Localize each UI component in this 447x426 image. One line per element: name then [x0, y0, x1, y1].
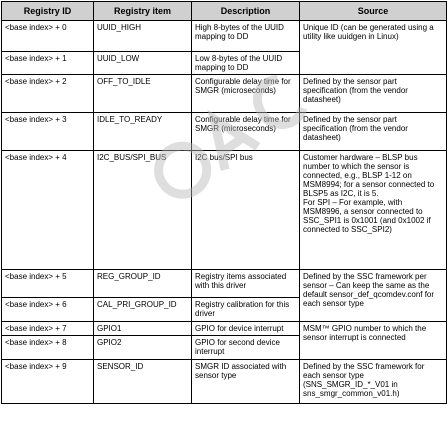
cell-source: Defined by the SSC framework for each sensor type (SNS_SMGR_ID_*_V01 in sns_smgr_common_v01.h)	[300, 360, 447, 404]
cell-registry-item: SENSOR_ID	[94, 360, 192, 404]
cell-source: Unique ID (can be generated using a utility like uuidgen in Linux)	[300, 21, 447, 75]
cell-description: Low 8-bytes of the UUID mapping to DD	[192, 52, 300, 75]
registry-table-container	[1, 1, 446, 422]
table-row	[2, 270, 447, 298]
header-registry-id: Registry ID	[2, 2, 94, 21]
cell-registry-item: UUID_LOW	[94, 52, 192, 75]
cell-registry-item: OFF_TO_IDLE	[94, 75, 192, 113]
cell-registry-id: <base index> + 3	[2, 113, 94, 151]
cell-registry-item: IDLE_TO_READY	[94, 113, 192, 151]
table-row	[2, 75, 447, 113]
cell-description: High 8-bytes of the UUID mapping to DD	[192, 21, 300, 52]
cell-description: GPIO for second device interrupt	[192, 336, 300, 360]
cell-description: I2C bus/SPI bus	[192, 151, 300, 270]
cell-registry-id: <base index> + 2	[2, 75, 94, 113]
table-row	[2, 151, 447, 270]
cell-description: Registry items associated with this driver	[192, 270, 300, 298]
cell-description: SMGR ID associated with sensor type	[192, 360, 300, 404]
cell-registry-item: GPIO2	[94, 336, 192, 360]
cell-registry-id: <base index> + 9	[2, 360, 94, 404]
cell-registry-id: <base index> + 5	[2, 270, 94, 298]
table-row	[2, 113, 447, 151]
header-row	[2, 2, 447, 21]
cell-description: Configurable delay time for SMGR (microseconds)	[192, 75, 300, 113]
cell-registry-id: <base index> + 8	[2, 336, 94, 360]
cell-registry-item: REG_GROUP_ID	[94, 270, 192, 298]
cell-registry-id: <base index> + 7	[2, 322, 94, 336]
cell-registry-id: <base index> + 4	[2, 151, 94, 270]
registry-table	[1, 1, 447, 404]
table-row	[2, 21, 447, 52]
header-source: Source	[300, 2, 447, 21]
cell-registry-item: UUID_HIGH	[94, 21, 192, 52]
cell-source: Defined by the sensor part specification (from the vendor datasheet)	[300, 75, 447, 113]
cell-registry-item: I2C_BUS/SPI_BUS	[94, 151, 192, 270]
table-row	[2, 322, 447, 336]
cell-source: Defined by the sensor part specification (from the vendor datasheet)	[300, 113, 447, 151]
cell-source: Customer hardware – BLSP bus number to which the sensor is connected, e.g., BLSP 1-12 on MSM8994; for a sensor connected to BLSP5 as I2C, it is 5. For SPI – For example, with MSM8996, a sensor connected to SSC_SPI1 is 0x1001 (and 0x1002 if connected to SSC_SPI2)	[300, 151, 447, 270]
cell-source: MSM™ GPIO number to which the sensor interrupt is connected	[300, 322, 447, 360]
header-registry-item: Registry item	[94, 2, 192, 21]
table-row	[2, 360, 447, 404]
cell-description: GPIO for device interrupt	[192, 322, 300, 336]
cell-registry-item: GPIO1	[94, 322, 192, 336]
cell-registry-id: <base index> + 6	[2, 298, 94, 322]
cell-description: Configurable delay time for SMGR (microseconds)	[192, 113, 300, 151]
cell-registry-id: <base index> + 1	[2, 52, 94, 75]
cell-source: Defined by the SSC framework per sensor – Can keep the same as the default sensor_def_qcomdev.conf for each sensor type	[300, 270, 447, 322]
header-description: Description	[192, 2, 300, 21]
cell-registry-id: <base index> + 0	[2, 21, 94, 52]
cell-registry-item: CAL_PRI_GROUP_ID	[94, 298, 192, 322]
cell-description: Registry calibration for this driver	[192, 298, 300, 322]
